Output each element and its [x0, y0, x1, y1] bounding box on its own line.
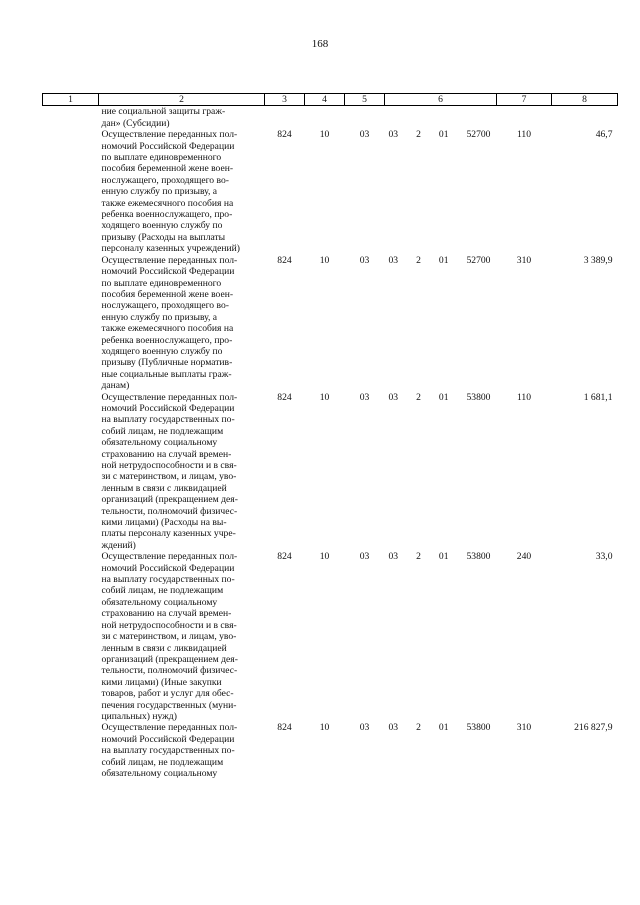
blank-cell — [43, 129, 99, 254]
page-number: 168 — [311, 38, 329, 50]
section-code: 10 — [319, 129, 330, 141]
description-line: пособия беременной жене воен- — [101, 163, 234, 175]
description-line: ходящего военную службу по — [101, 345, 223, 357]
header-cell: 6 — [385, 94, 497, 106]
description-line: ной нетрудоспособности и в свя- — [101, 460, 237, 471]
description-line: енную службу по призыву, а — [101, 186, 218, 198]
target-article-part: 01 — [438, 722, 449, 734]
budget-table — [42, 93, 618, 779]
target-article-part: 52700 — [466, 129, 491, 141]
description-line: зи с материнством, и лицам, уво- — [101, 471, 237, 483]
amount: 216 827,9 — [574, 722, 613, 734]
target-article-code — [385, 722, 497, 779]
description-line: собий лицам, не подлежащим — [101, 425, 224, 437]
grbs-code: 824 — [277, 129, 292, 141]
header-cell: 3 — [265, 94, 305, 106]
target-article-part: 03 — [388, 129, 399, 141]
description-line: также ежемесячного пособия на — [101, 197, 234, 209]
description-line: зи с материнством, и лицам, уво- — [101, 631, 237, 643]
description-line: печения государственных (муни- — [101, 699, 237, 711]
description-line: номочий Российской Федерации — [101, 402, 235, 414]
description-line: нослужащего, проходящего во- — [101, 174, 229, 186]
target-article-code — [385, 551, 497, 722]
description-line: номочий Российской Федерации — [101, 562, 235, 574]
description-line: на выплату государственных по- — [101, 745, 235, 757]
target-article-parts — [385, 129, 497, 140]
description-line: ние социальной защиты граж- — [101, 106, 226, 118]
description-line: Осуществление переданных пол- — [101, 722, 238, 734]
description-line: Осуществление переданных пол- — [101, 129, 238, 141]
header-cell: 8 — [552, 94, 618, 106]
description-line: организаций (прекращением дея- — [101, 653, 238, 665]
blank-cell — [43, 722, 99, 779]
target-article-parts — [385, 255, 497, 266]
description-line: кими лицами) (Расходы на вы- — [101, 517, 227, 529]
blank-cell — [43, 255, 99, 392]
description-line: номочий Российской Федерации — [101, 266, 235, 278]
description-line: призыву (Расходы на выплаты — [101, 231, 226, 243]
description-line: собий лицам, не подлежащим — [101, 585, 224, 597]
row-description — [99, 392, 265, 552]
header-cell: 7 — [497, 94, 552, 106]
expense-type-code: 310 — [516, 722, 532, 734]
description-line: ходящего военную службу по — [101, 220, 223, 232]
subsection-code: 03 — [359, 391, 370, 403]
target-article-part: 01 — [438, 551, 449, 563]
description-line: ленным в связи с ликвидацией — [101, 642, 227, 654]
expense-type-code: 110 — [516, 391, 532, 403]
target-article-parts — [385, 551, 497, 562]
grbs-code: 824 — [277, 722, 292, 734]
target-article-part: 2 — [416, 722, 421, 734]
description-line: кими лицами) (Иные закупки — [101, 676, 222, 688]
target-article-code — [385, 255, 497, 392]
target-article-part: 01 — [438, 254, 449, 266]
description-line: по выплате единовременного — [101, 152, 222, 164]
description-line: ной нетрудоспособности и в свя- — [101, 619, 237, 631]
description-line: нослужащего, проходящего во- — [101, 300, 229, 312]
description-line: номочий Российской Федерации — [101, 733, 235, 745]
target-article-part: 2 — [416, 551, 421, 563]
row-description — [99, 551, 265, 722]
description-line: данам) — [101, 380, 130, 392]
grbs-code: 824 — [277, 391, 292, 403]
amount: 1 681,1 — [583, 391, 613, 403]
target-article-part: 01 — [438, 129, 449, 141]
header-cell: 4 — [305, 94, 345, 106]
target-article-code — [385, 392, 497, 552]
description-line: обязательному социальному — [101, 596, 218, 608]
description-line: номочий Российской Федерации — [101, 140, 235, 152]
table-row — [43, 392, 618, 552]
table-row — [43, 722, 618, 779]
table-row — [43, 551, 618, 722]
section-code: 10 — [319, 551, 330, 563]
target-article-part: 03 — [388, 722, 399, 734]
expense-type-code: 310 — [516, 254, 532, 266]
grbs-code: 824 — [277, 551, 292, 563]
description-line: тельности, полномочий физичес- — [101, 505, 238, 517]
target-article-part: 03 — [388, 254, 399, 266]
target-article-part: 53800 — [466, 722, 491, 734]
description-line: ципальных) нужд) — [101, 710, 177, 722]
expense-type-code: 110 — [516, 129, 532, 141]
target-article-part: 03 — [388, 391, 399, 403]
description-line: призыву (Публичные норматив- — [101, 357, 233, 369]
description-line: ные социальные выплаты граж- — [101, 368, 232, 380]
header-cell: 1 — [43, 94, 99, 106]
subsection-code: 03 — [359, 722, 370, 734]
subsection-code: 03 — [359, 254, 370, 266]
blank-cell — [43, 392, 99, 552]
description-line: страхованию на случай времен- — [101, 448, 232, 460]
expense-type-code: 240 — [516, 551, 532, 563]
description-line: обязательному социальному — [101, 767, 218, 779]
description-line: товаров, работ и услуг для обес- — [101, 688, 234, 700]
target-article-parts — [385, 722, 497, 733]
grbs-code: 824 — [277, 254, 292, 266]
target-article-part: 53800 — [466, 391, 491, 403]
description-line: собий лицам, не подлежащим — [101, 756, 224, 768]
description-line: Осуществление переданных пол- — [101, 254, 238, 266]
target-article-part: 53800 — [466, 551, 491, 563]
subsection-code: 03 — [359, 129, 370, 141]
description-line: ленным в связи с ликвидацией — [101, 482, 227, 494]
amount: 33,0 — [595, 551, 613, 563]
section-code: 10 — [319, 254, 330, 266]
description-line: по выплате единовременного — [101, 277, 222, 289]
table-row — [43, 129, 618, 254]
description-line: платы персоналу казенных учре- — [101, 528, 236, 540]
row-description — [99, 129, 265, 254]
continuation-description — [99, 106, 265, 129]
description-line: Осуществление переданных пол- — [101, 551, 238, 563]
description-line: на выплату государственных по- — [101, 414, 235, 426]
target-article-part: 2 — [416, 129, 421, 141]
description-line: организаций (прекращением дея- — [101, 494, 238, 506]
description-line: енную службу по призыву, а — [101, 311, 218, 323]
header-row — [43, 94, 618, 106]
row-description — [99, 255, 265, 392]
header-cell: 2 — [99, 94, 265, 106]
description-line: на выплату государственных по- — [101, 574, 235, 586]
target-article-part: 2 — [416, 254, 421, 266]
description-line: дан» (Субсидии) — [101, 117, 170, 129]
section-code: 10 — [319, 391, 330, 403]
description-line: персоналу казенных учреждений) — [101, 243, 240, 255]
section-code: 10 — [319, 722, 330, 734]
description-line: Осуществление переданных пол- — [101, 391, 238, 403]
table-row — [43, 255, 618, 392]
continuation-row — [43, 106, 618, 129]
target-article-code — [385, 129, 497, 254]
description-line: тельности, полномочий физичес- — [101, 665, 238, 677]
description-line: пособия беременной жене воен- — [101, 288, 234, 300]
target-article-part: 52700 — [466, 254, 491, 266]
subsection-code: 03 — [359, 551, 370, 563]
amount: 3 389,9 — [583, 254, 613, 266]
amount: 46,7 — [595, 129, 613, 141]
target-article-parts — [385, 392, 497, 403]
target-article-part: 01 — [438, 391, 449, 403]
target-article-part: 2 — [416, 391, 421, 403]
description-line: страхованию на случай времен- — [101, 608, 232, 620]
target-article-part: 03 — [388, 551, 399, 563]
header-cell: 5 — [345, 94, 385, 106]
blank-cell — [43, 551, 99, 722]
description-line: обязательному социальному — [101, 437, 218, 449]
description-line: ребенка военнослужащего, про- — [101, 334, 233, 346]
row-description — [99, 722, 265, 779]
description-line: ждений) — [101, 539, 136, 551]
description-line: ребенка военнослужащего, про- — [101, 209, 233, 221]
description-line: также ежемесячного пособия на — [101, 323, 234, 335]
